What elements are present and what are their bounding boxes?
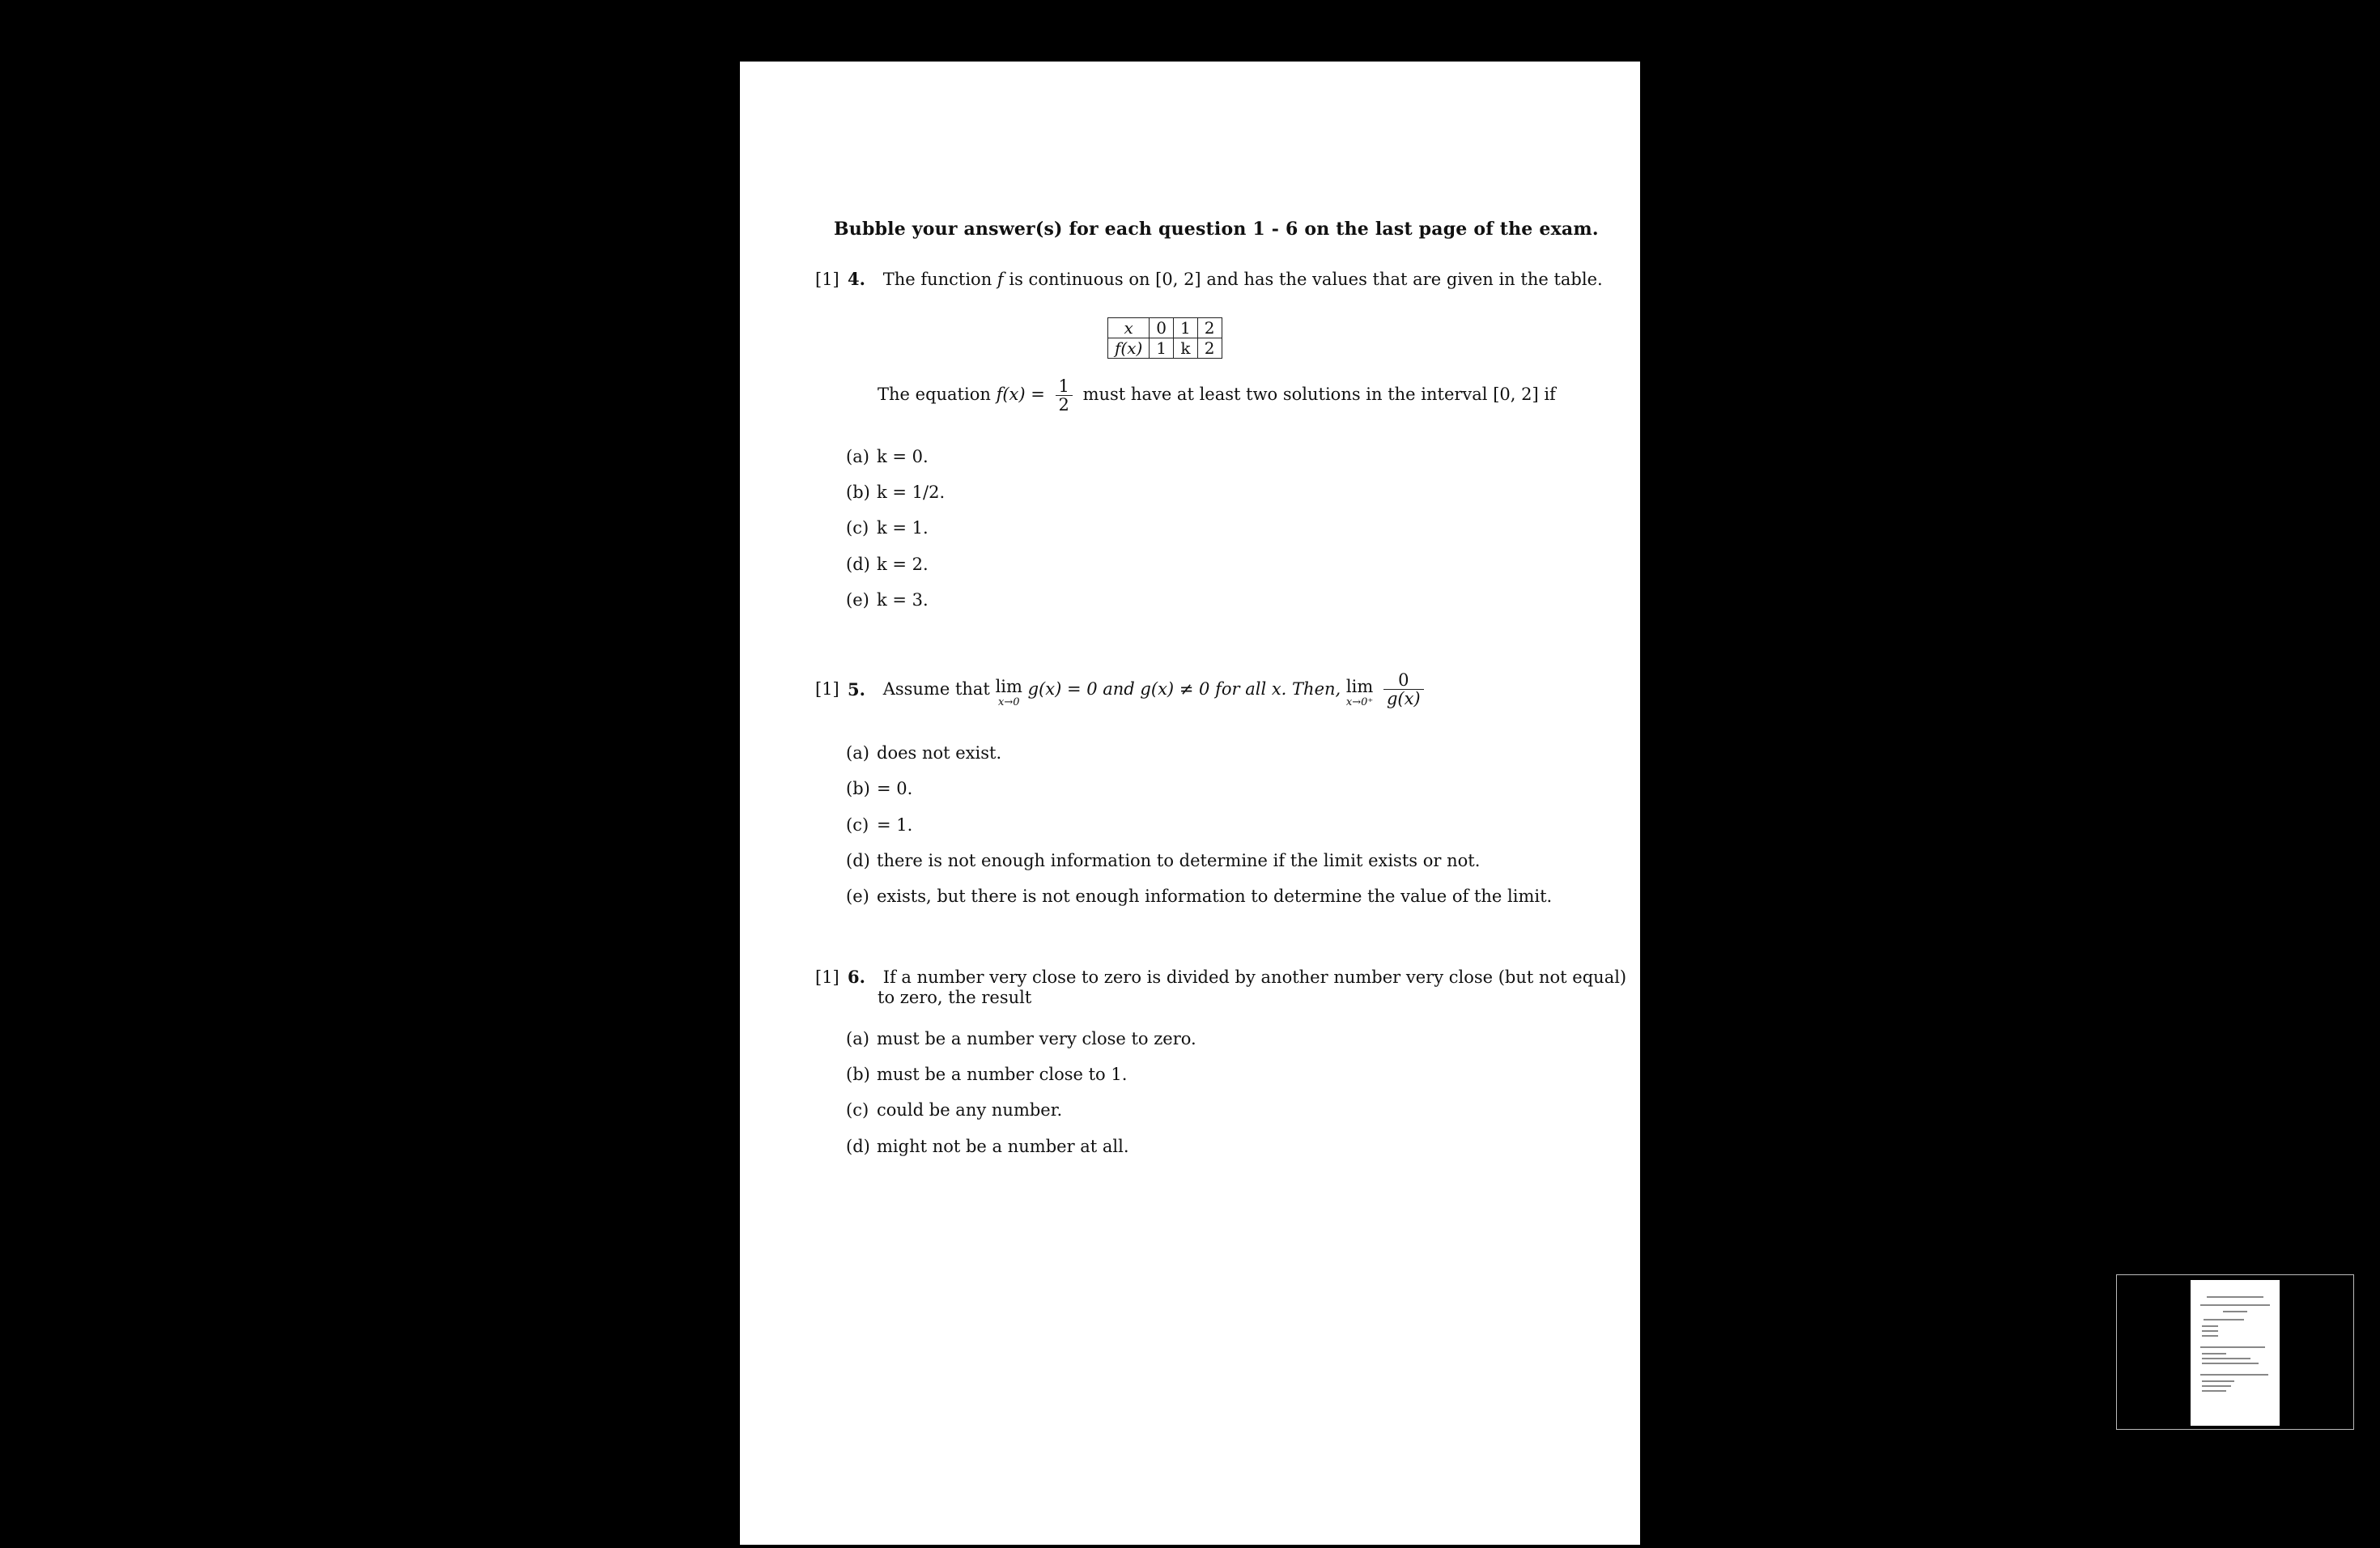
- limit-operator: lim x→0⁺: [1345, 677, 1374, 708]
- page-thumbnail-navigator[interactable]: [2116, 1274, 2354, 1430]
- stem-text: g(x) = 0 and g(x) ≠ 0 for all x. Then,: [1027, 679, 1341, 699]
- question-4-stem: [815, 269, 1603, 289]
- stem-text: Assume that: [882, 679, 990, 699]
- q4-option-c: (c) k = 1.: [846, 518, 929, 538]
- equation-text: The equation: [878, 385, 991, 404]
- values-table: [1107, 317, 1222, 359]
- q5-option-d: (d) there is not enough information to determine if the limit exists or not.: [846, 851, 1481, 870]
- q5-option-b: (b) = 0.: [846, 779, 913, 798]
- question-4-equation: [878, 377, 1556, 414]
- question-5-stem: [815, 667, 1429, 711]
- table-cell: 2: [1197, 318, 1222, 338]
- stem-interval: [0, 2]: [1155, 270, 1201, 289]
- fraction-numerator: 1: [1056, 377, 1073, 396]
- table-row: [1108, 318, 1222, 338]
- table-cell: 0: [1150, 318, 1174, 338]
- q6-option-d: (d) might not be a number at all.: [846, 1137, 1129, 1156]
- fraction-denominator: g(x): [1386, 688, 1421, 708]
- question-number: 6.: [848, 967, 865, 987]
- table-cell: 1: [1150, 338, 1174, 359]
- q5-option-c: (c) = 1.: [846, 815, 913, 835]
- q5-option-a: (a) does not exist.: [846, 743, 1002, 763]
- q6-option-c: (c) could be any number.: [846, 1100, 1063, 1120]
- q5-option-e: (e) exists, but there is not enough information to determine the value of the limit.: [846, 887, 1553, 906]
- question-6-stem-line2: to zero, the result: [878, 988, 1032, 1007]
- question-mark: [1]: [815, 270, 839, 289]
- instruction-heading: Bubble your answer(s) for each question 1 - 6 on the last page of the exam.: [834, 219, 1599, 240]
- q6-option-b: (b) must be a number close to 1.: [846, 1065, 1128, 1084]
- question-6-stem: [815, 967, 1626, 987]
- q4-option-e: (e) k = 3.: [846, 590, 929, 610]
- fraction-denominator: 2: [1058, 395, 1069, 415]
- table-row: [1108, 338, 1222, 359]
- equation-lhs: f(x) =: [996, 385, 1045, 404]
- stem-text: is continuous on: [1009, 270, 1150, 289]
- q6-option-a: (a) must be a number very close to zero.: [846, 1029, 1196, 1048]
- table-cell: k: [1174, 338, 1198, 359]
- equation-text: must have at least two solutions in the interval [0, 2] if: [1082, 385, 1556, 404]
- table-header-cell: x: [1108, 318, 1150, 338]
- question-number: 4.: [848, 269, 865, 289]
- fraction: [1383, 671, 1424, 708]
- fraction-numerator: 0: [1383, 671, 1424, 690]
- fraction: [1056, 377, 1073, 414]
- question-number: 5.: [848, 678, 865, 700]
- stem-variable: f: [997, 270, 1004, 289]
- question-mark: [1]: [815, 968, 839, 987]
- stem-text: If a number very close to zero is divided by another number very close (but not equal): [882, 968, 1627, 987]
- question-mark: [1]: [815, 679, 839, 699]
- q4-option-b: (b) k = 1/2.: [846, 483, 946, 502]
- q4-option-d: (d) k = 2.: [846, 555, 929, 574]
- q4-option-a: (a) k = 0.: [846, 447, 929, 466]
- table-cell: 2: [1197, 338, 1222, 359]
- table-cell: 1: [1174, 318, 1198, 338]
- table-header-cell: f(x): [1108, 338, 1150, 359]
- limit-operator: lim x→0: [995, 677, 1022, 708]
- stem-text: The function: [882, 270, 992, 289]
- stem-text: and has the values that are given in the table.: [1206, 270, 1603, 289]
- thumbnail-page[interactable]: [2191, 1280, 2280, 1426]
- exam-page: [740, 62, 1640, 1545]
